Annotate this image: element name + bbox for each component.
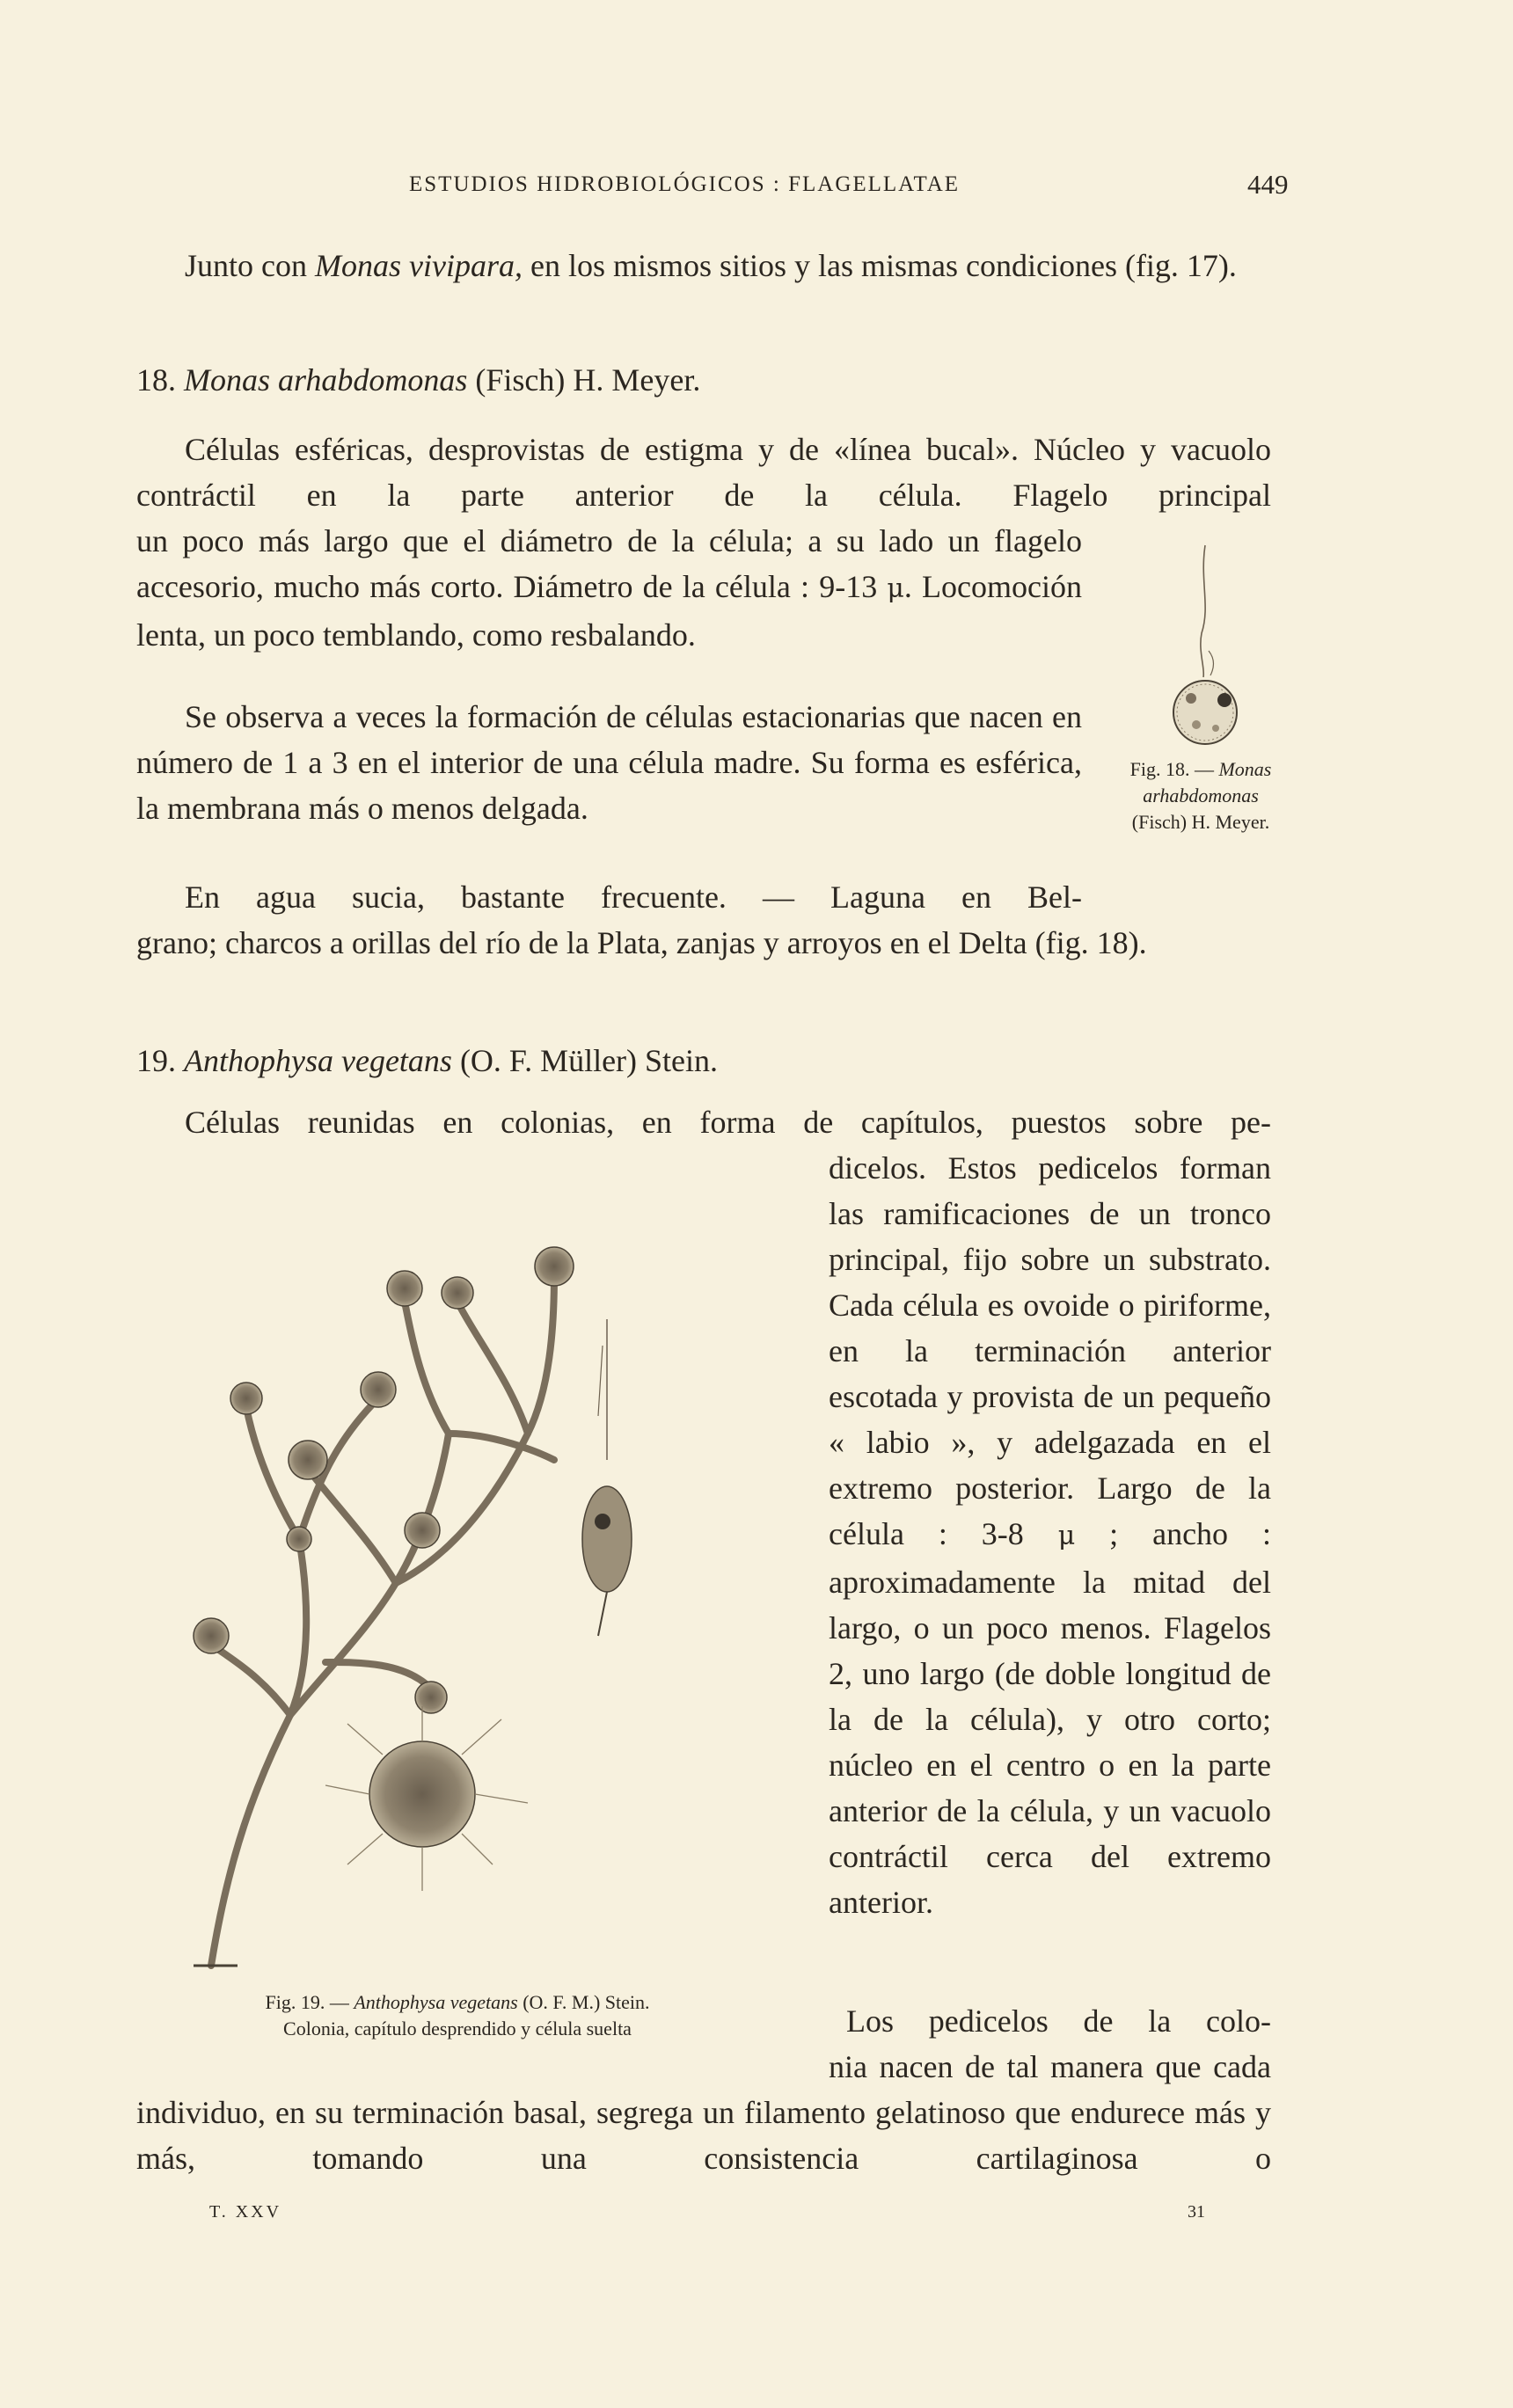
- capitulum: [415, 1682, 447, 1713]
- nucleus: [1217, 693, 1232, 707]
- capitulum: [289, 1441, 327, 1479]
- section-heading-18: [136, 357, 1271, 403]
- text-run: . Locomoción lenta, un poco temblando, como resbalando.: [136, 569, 1082, 653]
- paragraph-18-3-a: [136, 874, 1082, 920]
- species-name: Monas vivipara,: [315, 248, 523, 283]
- capitulum: [287, 1527, 311, 1551]
- micron-symbol: μ: [1057, 1521, 1076, 1551]
- running-head: [0, 171, 1513, 206]
- granule: [1212, 725, 1219, 732]
- vacuole: [1186, 693, 1196, 704]
- paragraph-19-2-b: [136, 2044, 1271, 2181]
- text-run: Células esféricas, desprovistas de estigma y de «línea bucal». Núcleo y vacuolo contráctil en la parte anterior de la célula. Flagelo principal: [136, 432, 1271, 513]
- paragraph-18-3-b: [136, 920, 1271, 966]
- capitulum: [387, 1271, 422, 1306]
- loose-cell: [582, 1319, 632, 1636]
- paragraph-18-1-b: [136, 518, 1082, 658]
- micron-symbol: μ: [887, 573, 904, 604]
- flagellum: [1201, 545, 1205, 677]
- caption-species: Anthophysa vegetans: [354, 1991, 518, 2013]
- cell-body: [1173, 681, 1237, 744]
- volume-mark: T. XXV: [209, 2202, 282, 2222]
- text-run: En agua sucia, bastante frecuente. — Laguna en Bel-: [185, 879, 1082, 915]
- species-name: Anthophysa vegetans: [184, 1043, 452, 1078]
- figure-19-caption: [154, 1989, 761, 2042]
- capitulum: [535, 1247, 574, 1286]
- paragraph-18-2: Se observa a veces la formación de células estacionarias que nacen en número de 1 a 3 en el interior de una célula madre. Su forma es esférica, la membrana más o menos delgada.: [136, 699, 1082, 826]
- text-run: Células reunidas en colonias, en forma de capítulos, puestos sobre pe-: [185, 1105, 1271, 1140]
- caption-text: Fig. 18. —: [1129, 758, 1219, 780]
- section-number: 18.: [136, 362, 184, 398]
- text-run: un poco más largo que el diámetro de la célula; a su lado un flagelo accesorio, mucho más corto. Diámetro de la célula : 9-13: [136, 523, 1082, 604]
- caption-author: (O. F. M.) Stein.: [517, 1991, 650, 2013]
- species-name: Monas arhabdomonas: [184, 362, 468, 398]
- capitulum: [405, 1513, 440, 1548]
- text-run: Junto con: [185, 248, 315, 283]
- paragraph-intro: [136, 243, 1271, 288]
- granule: [1192, 720, 1201, 729]
- figure-19-illustration: [158, 1170, 809, 1979]
- flagellum-short: [1209, 651, 1214, 675]
- species-author: (Fisch) H. Meyer.: [467, 362, 701, 398]
- text-run: nia nacen de tal manera que cada individuo, en su terminación basal, segrega un filamento gelatinoso que endurece más y más, tomando una consistencia cartilaginosa o: [136, 2049, 1271, 2176]
- species-author: (O. F. Müller) Stein.: [451, 1043, 719, 1078]
- detached-capitulum: [325, 1706, 528, 1891]
- caption-line-2: Colonia, capítulo desprendido y célula suelta: [283, 2018, 632, 2040]
- caption-line-1: [154, 1989, 761, 2016]
- text-run: ; ancho : aproximadamente la mitad del largo, o un poco menos. Flagelos 2, uno largo (de doble longitud de la de la célula), y otro corto; núcleo en el centro o en la parte anterior de la célula, y un vacuolo contráctil cerca del extremo anterior.: [829, 1516, 1271, 1920]
- figure-18-illustration: [1135, 536, 1275, 748]
- caption-species: Monas arhabdomonas: [1143, 758, 1272, 806]
- figure-18-caption: [1117, 756, 1284, 836]
- capitulum: [194, 1618, 229, 1653]
- caption-author: (Fisch) H. Meyer.: [1131, 811, 1270, 833]
- signature-mark: 31: [1188, 2202, 1205, 2222]
- paragraph-19-2-a: [829, 1998, 1271, 2044]
- capitulum: [230, 1383, 262, 1414]
- caption-text: Fig. 19. —: [265, 1991, 354, 2013]
- section-heading-19: [136, 1038, 1271, 1084]
- page-number: 449: [1247, 169, 1289, 200]
- paragraph-19-1-b: [829, 1145, 1271, 1925]
- capitula: [194, 1247, 574, 1713]
- running-title: ESTUDIOS HIDROBIOLÓGICOS : FLAGELLATAE: [409, 172, 961, 196]
- text-run: en los mismos sitios y las mismas condiciones (fig. 17).: [522, 248, 1237, 283]
- paragraph-19-1-a: [136, 1099, 1271, 1145]
- paragraph-18-1-a: [136, 427, 1271, 518]
- text-run: dicelos. Estos pedicelos forman las ramificaciones de un tronco principal, fijo sobre un substrato. Cada célula es ovoide o piriforme, en la terminación anterior escotada y provista de un pequeño « labio », y adelgazada en el extremo posterior. Largo de la célula : 3-8: [829, 1150, 1271, 1551]
- capitulum: [442, 1277, 473, 1309]
- capitulum: [361, 1372, 396, 1407]
- text-run: grano; charcos a orillas del río de la Plata, zanjas y arroyos en el Delta (fig. 18).: [136, 925, 1147, 960]
- section-number: 19.: [136, 1043, 184, 1078]
- text-run: Los pedicelos de la colo-: [846, 2003, 1271, 2039]
